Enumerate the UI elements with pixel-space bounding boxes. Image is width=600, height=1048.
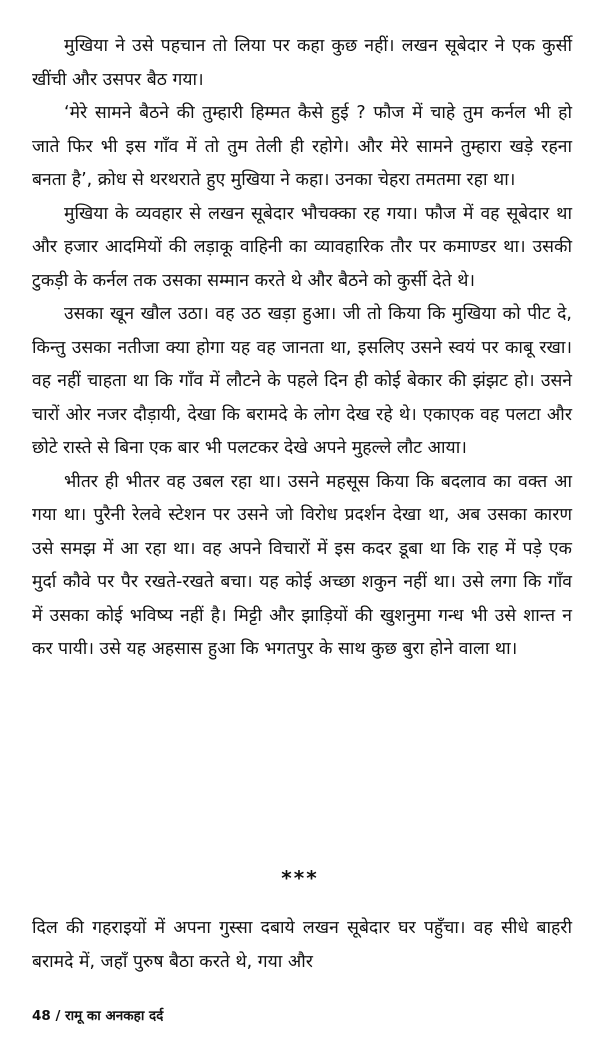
paragraph-5: भीतर ही भीतर वह उबल रहा था। उसने महसूस किया कि बदलाव का वक्त आ गया था। पुरैनी रेलवे स्टेशन पर उसने जो विरोध प्रदर्शन देखा था, अब उसका कारण उसे समझ में आ रहा था। वह अपने विचारों में इस कदर डूबा था कि राह में पड़े एक मुर्दा कौवे पर पैर रखते-रखते बचा। यह कोई अच्छा शकुन नहीं था। उसे लगा कि गाँव में उसका कोई भविष्य नहीं है। मिट्टी और झाड़ियों की खुशनुमा गन्ध भी उसे शान्त न कर पायी। उसे यह अहसास हुआ कि भगतपुर के साथ कुछ बुरा होने वाला था। — [32, 471, 572, 659]
page-body-continued — [32, 912, 572, 979]
paragraph-2: ‘मेरे सामने बैठने की तुम्हारी हिम्मत कैसे हुई ? फौज में चाहे तुम कर्नल भी हो जाते फिर भी इस गाँव में तो तुम तेली ही रहोगे। और मेरे सामने तुम्हारा खड़े रहना बनता है’, क्रोध से थरथराते हुए मुखिया ने कहा। उनका चेहरा तमतमा रहा था। — [32, 103, 572, 190]
page-body — [32, 30, 572, 667]
paragraph-3: मुखिया के व्यवहार से लखन सूबेदार भौचक्का रह गया। फौज में वह सूबेदार था और हजार आदमियों की लड़ाकू वाहिनी का व्यावहारिक तौर पर कमाण्डर था। उसकी टुकड़ी के कर्नल तक उसका सम्मान करते थे और बैठने को कुर्सी देते थे। — [32, 203, 572, 291]
section-separator: *** — [281, 866, 319, 890]
paragraph-1: मुखिया ने उसे पहचान तो लिया पर कहा कुछ नहीं। लखन सूबेदार ने एक कुर्सी खींची और उसपर बैठ गया। — [32, 36, 572, 90]
paragraph-4: उसका खून खौल उठा। वह उठ खड़ा हुआ। जी तो किया कि मुखिया को पीट दे, किन्तु उसका नतीजा क्या होगा यह वह जानता था, इसलिए उसने स्वयं पर काबू रखा। वह नहीं चाहता था कि गाँव में लौटने के पहले दिन ही कोई बेकार की झंझट हो। उसने चारों ओर नजर दौड़ायी, देखा कि बरामदे के लोग देख रहे थे। एकाएक वह पलटा और छोटे रास्ते से बिना एक बार भी पलटकर देखे अपने मुहल्ले लौट आया। — [32, 304, 572, 458]
page-footer: 48 / रामू का अनकहा दर्द — [32, 1008, 164, 1024]
paragraph-6: दिल की गहराइयों में अपना गुस्सा दबाये लखन सूबेदार घर पहुँचा। वह सीधे बाहरी बरामदे में, जहाँ पुरुष बैठा करते थे, गया और — [32, 918, 572, 972]
